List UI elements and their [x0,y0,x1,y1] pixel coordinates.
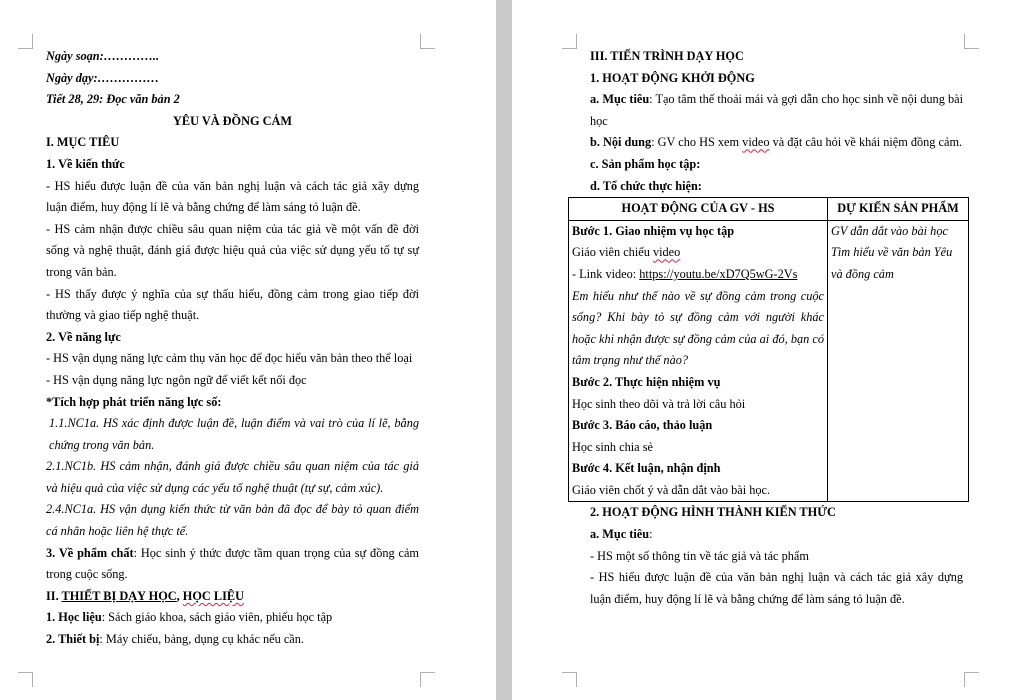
table-header-activities: HOẠT ĐỘNG CỦA GV - HS [569,198,828,221]
crop-mark [562,672,577,687]
lesson-line: Tiết 28, 29: Đọc văn bản 2 [46,92,180,107]
materials-2-text: : Máy chiếu, bảng, dụng cụ khác nếu cần. [99,632,304,647]
section-equipment-num: II. [46,588,62,603]
left-page-content [46,46,419,651]
content-b-label: b. Nội dung [590,135,652,150]
section-process: III. TIẾN TRÌNH DẠY HỌC [590,49,744,63]
step-1-video-word: video [652,245,681,260]
step-4-text: Giáo viên chốt ý và dẫn dắt vào bài học. [572,482,771,497]
section-equipment-a: THIẾT BỊ DẠY HỌC [61,588,177,603]
step-2: Bước 2. Thực hiện nhiệm vụ [572,374,721,389]
objective-a-text: : Tạo tâm thế thoải mái và gợi dẫn cho học sinh về nội dung bài học [590,92,963,128]
activity-2-title: 2. HOẠT ĐỘNG HÌNH THÀNH KIẾN THỨC [590,505,836,520]
date-taught: Ngày dạy:…………… [46,70,160,85]
page-right [512,0,1016,700]
page-left [0,0,496,700]
step-1: Bước 1. Giao nhiệm vụ học tập [572,223,735,238]
crop-mark [562,34,577,49]
step-1-question: Em hiểu như thế nào về sự đồng cảm trong cuộc sống? Khi bày tỏ sự đồng cảm với người khác hoặc khi nhận được sự đồng cảm của ai đó, bạn có tâm trạng như thế nào? [572,288,824,368]
knowledge-1: - HS hiểu được luận đề của văn bản nghị luận và cách tác giả xây dựng luận điểm, huy động lí lẽ và bằng chứng để làm sáng tỏ luận đề. [46,178,419,215]
step-2-text: Học sinh theo dõi và trả lời câu hỏi [572,396,746,411]
competence-1: - HS vận dụng năng lực cảm thụ văn học để đọc hiểu văn bản theo thể loại [46,351,413,366]
digital-item-2: 2.1.NC1b. HS cảm nhận, đánh giá được chiều sâu quan niệm của tác giả và hiệu quả của việc sử dụng các yếu tố nghệ thuật (tự sự, cảm xúc). [46,459,419,495]
lesson-title: YÊU VÀ ĐỒNG CẢM [173,113,292,128]
materials-2 [46,629,419,651]
materials-1-text: : Sách giáo khoa, sách giáo viên, phiếu học tập [101,610,333,625]
objective-a2-2: - HS hiểu được luận đề của văn bản nghị luận và cách tác giả xây dựng luận điểm, huy động lí lẽ và bằng chứng để làm sáng tỏ luận đề. [590,570,963,606]
table-row [569,220,969,502]
objective-a2 [590,524,963,546]
step-1-video [572,242,824,264]
materials-2-label: 2. Thiết bị [46,632,100,647]
digital-integration-title: *Tích hợp phát triển năng lực số: [46,394,222,409]
step-4: Bước 4. Kết luận, nhận định [572,461,721,476]
quality-label: 3. Về phẩm chất [46,545,134,560]
section-equipment-sep: , [176,588,183,603]
crop-mark [420,672,435,687]
objective-a-label: a. Mục tiêu [590,92,650,107]
table-cell-products [828,220,969,502]
content-b-text1: : GV cho HS xem [651,135,743,150]
sub-knowledge: 1. Về kiến thức [46,156,125,171]
date-prepared: Ngày soạn:………….. [46,49,160,63]
step-3: Bước 3. Báo cáo, thảo luận [572,418,713,433]
knowledge-3: - HS thấy được ý nghĩa của sự thấu hiểu, đồng cảm trong giao tiếp đời thường và giao tiếp nghệ thuật. [46,286,419,323]
content-b [590,132,963,154]
objective-a2-label: a. Mục tiêu [590,527,650,542]
activity-table [568,197,969,502]
objective-a2-colon: : [649,527,653,542]
quality-text: : Học sinh ý thức được tầm quan trọng của sự đồng cảm trong cuộc sống. [46,545,419,582]
content-b-video: video [742,135,770,150]
crop-mark [964,34,979,49]
step-3-text: Học sinh chia sẻ [572,439,653,454]
step-1-video-text: Giáo viên chiếu [572,245,653,260]
crop-mark [18,34,33,49]
objective-a2-1: - HS một số thông tin về tác giả và tác phẩm [590,548,809,563]
right-page-content [572,46,963,610]
table-header-row [569,198,969,221]
digital-item-1: 1.1.NC1a. HS xác định được luận đề, luận điểm và vai trò của lí lẽ, bằng chứng trong văn bản. [49,416,419,452]
section-equipment [46,586,419,608]
activity-1-title: 1. HOẠT ĐỘNG KHỞI ĐỘNG [590,70,755,85]
crop-mark [420,34,435,49]
table-header-products: DỰ KIẾN SẢN PHẨM [828,198,969,221]
table-cell-activities [569,220,828,502]
step-1-link-label: - Link video: [572,266,640,281]
page-gap [496,0,512,700]
crop-mark [964,672,979,687]
objective-a [590,89,963,132]
quality-paragraph [46,543,419,586]
section-equipment-b: HỌC LIỆU [182,588,244,603]
competence-2: - HS vận dụng năng lực ngôn ngữ để viết kết nối đọc [46,372,307,387]
step-1-link-line [572,264,824,286]
video-link[interactable]: https://youtu.be/xD7Q5wG-2Vs [639,266,798,281]
digital-item-3: 2.4.NC1a. HS vận dụng kiến thức từ văn bản đã đọc để bày tỏ quan điểm cá nhân hoặc liên hệ thực tế. [46,502,419,539]
crop-mark [18,672,33,687]
materials-1-label: 1. Học liệu [46,610,102,625]
content-b-text2: và đặt câu hỏi về khái niệm đồng cảm. [769,135,963,150]
materials-1 [46,607,419,629]
sub-competence: 2. Về năng lực [46,329,121,344]
organize-d: d. Tổ chức thực hiện: [590,178,702,193]
product-c: c. Sản phẩm học tập: [590,156,701,171]
expected-product: GV dẫn dắt vào bài học Tìm hiểu về văn bản Yêu và đồng cảm [831,223,953,281]
section-objectives: I. MỤC TIÊU [46,135,120,150]
knowledge-2: - HS cảm nhận được chiều sâu quan niệm của tác giả về một vấn đề đời sống và nghệ thuật, đánh giá được hiệu quả của việc sử dụng yếu tố tự sự trong văn bản. [46,221,419,279]
